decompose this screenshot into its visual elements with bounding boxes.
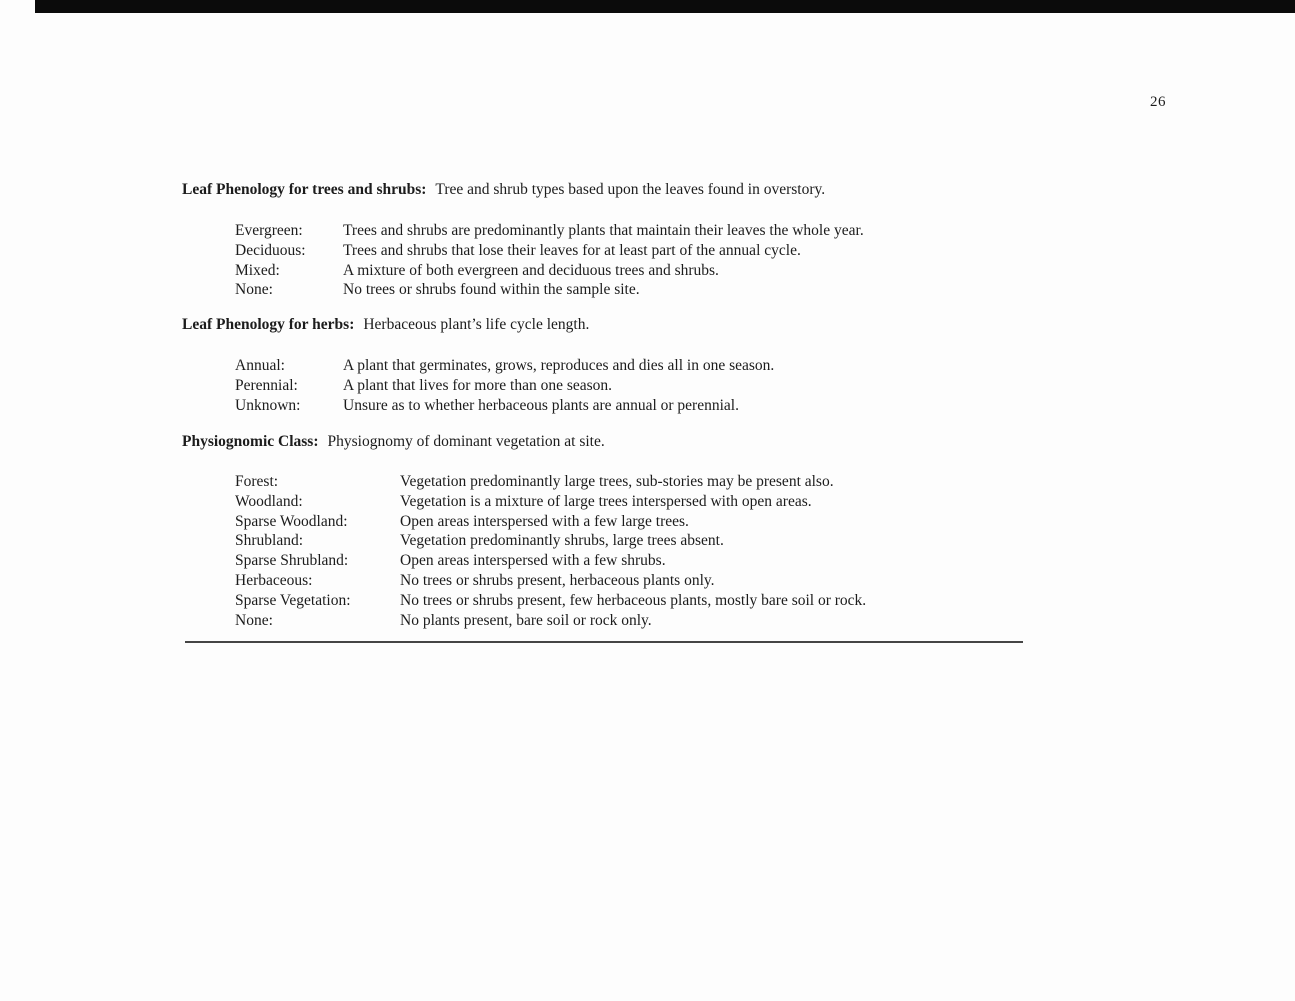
definition-text: Trees and shrubs that lose their leaves for at least part of the annual cycle. <box>343 241 801 259</box>
definition-list-herbs <box>235 356 774 415</box>
section-title: Physiognomic Class: <box>182 433 319 450</box>
horizontal-rule <box>185 641 1023 643</box>
scan-artifact-bar <box>35 0 1295 13</box>
definition-text: A plant that lives for more than one season. <box>343 376 613 394</box>
definition-text: No trees or shrubs present, herbaceous plants only. <box>400 571 715 589</box>
definition-text: Unsure as to whether herbaceous plants are annual or perennial. <box>343 396 739 414</box>
definition-term: Herbaceous: <box>235 571 313 589</box>
definition-text: No trees or shrubs present, few herbaceous plants, mostly bare soil or rock. <box>400 591 867 609</box>
section-description: Herbaceous plant’s life cycle length. <box>363 316 590 333</box>
definition-text: Open areas interspersed with a few large trees. <box>400 512 689 530</box>
section-title: Leaf Phenology for trees and shrubs: <box>182 181 427 198</box>
definition-term: Evergreen: <box>235 222 303 239</box>
section-heading-leaf-phenology-herbs <box>182 315 589 335</box>
definition-term: Annual: <box>235 357 285 374</box>
definition-term: Sparse Vegetation: <box>235 591 351 609</box>
definition-term: Unknown: <box>235 396 301 414</box>
definition-text: Trees and shrubs are predominantly plants that maintain their leaves the whole year. <box>343 222 864 239</box>
definition-text: A mixture of both evergreen and deciduous trees and shrubs. <box>343 261 719 279</box>
section-description: Physiognomy of dominant vegetation at site. <box>327 433 605 450</box>
definition-text: No plants present, bare soil or rock only. <box>400 611 652 629</box>
section-heading-leaf-phenology-trees <box>182 180 825 200</box>
definition-text: Vegetation predominantly large trees, sub-stories may be present also. <box>400 473 834 490</box>
definition-term: Forest: <box>235 473 279 490</box>
definition-term: Shrubland: <box>235 532 304 550</box>
definition-text: Open areas interspersed with a few shrubs. <box>400 552 666 570</box>
definition-text: Vegetation predominantly shrubs, large trees absent. <box>400 532 724 550</box>
definition-list-physiognomic-class <box>235 472 866 630</box>
definition-term: Sparse Woodland: <box>235 512 348 530</box>
definition-text: Vegetation is a mixture of large trees interspersed with open areas. <box>400 492 812 510</box>
section-description: Tree and shrub types based upon the leaves found in overstory. <box>435 181 826 198</box>
definition-term: Woodland: <box>235 492 303 510</box>
section-heading-physiognomic-class <box>182 432 605 452</box>
definition-term: Perennial: <box>235 376 298 394</box>
definition-text: A plant that germinates, grows, reproduces and dies all in one season. <box>343 357 775 374</box>
definition-term: None: <box>235 611 273 629</box>
definition-term: Deciduous: <box>235 241 306 259</box>
definition-list-trees-shrubs <box>235 221 864 300</box>
definition-term: None: <box>235 281 273 299</box>
definition-term: Sparse Shrubland: <box>235 552 349 570</box>
section-title: Leaf Phenology for herbs: <box>182 316 355 333</box>
definition-term: Mixed: <box>235 261 280 279</box>
page-number: 26 <box>1150 94 1166 110</box>
definition-text: No trees or shrubs found within the sample site. <box>343 281 640 299</box>
